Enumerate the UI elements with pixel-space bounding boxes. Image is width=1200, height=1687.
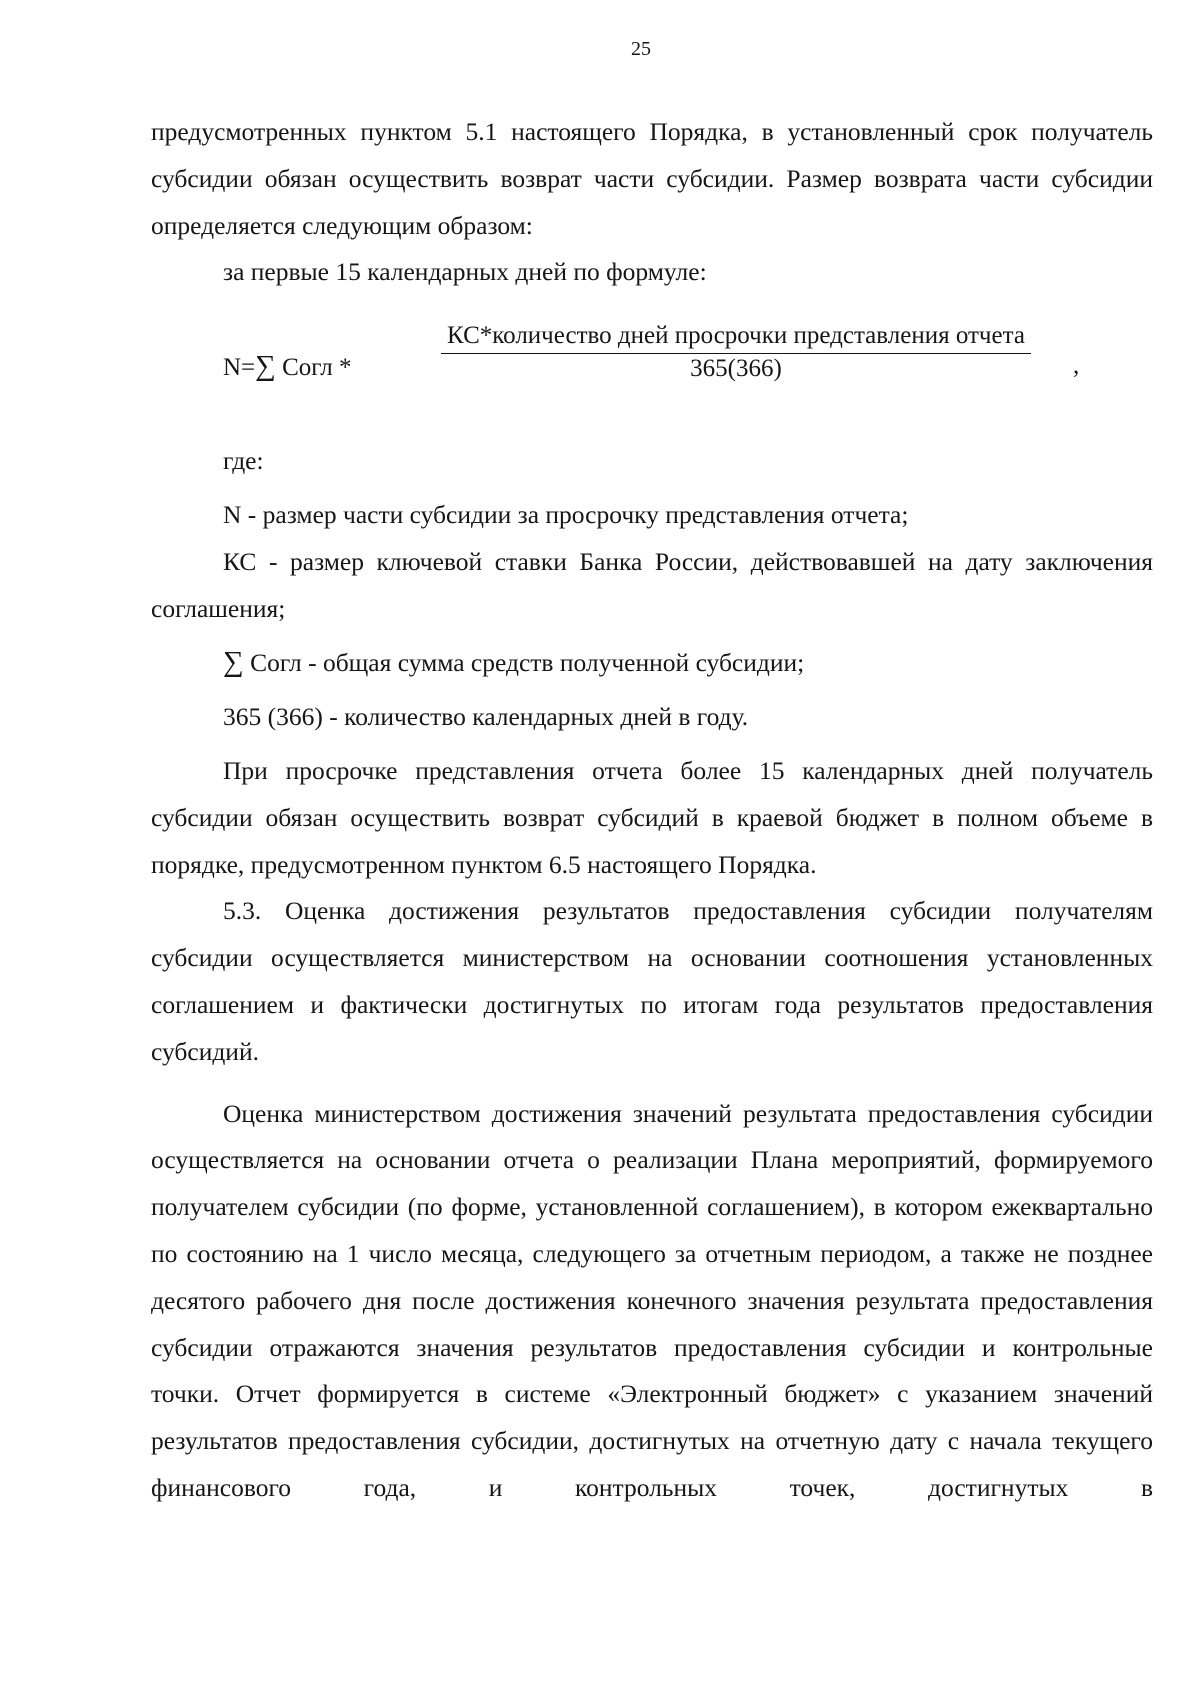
formula-denominator: 365(366) — [690, 355, 782, 383]
paragraph-overdue: При просрочке представления отчета более 15 календарных дней получатель субсидии обязан осуществить возврат субсидий в краевой бюджет в полном объеме в порядке, предусмотренном пунктом 6.5 настоящего Порядка. — [151, 755, 1153, 879]
formula-lhs-term: Согл * — [275, 354, 352, 382]
formula-numerator: КС*количество дней просрочки представления отчета — [441, 321, 1031, 354]
document-body — [151, 109, 1153, 1512]
def-sogl-text: Согл - общая сумма средств полученной субсидии; — [250, 648, 805, 678]
paragraph-5-3: 5.3. Оценка достижения результатов предоставления субсидии получателям субсидии осуществляется министерством на основании соотношения установленных соглашением и фактически достигнутых по итогам года результатов предоставления субсидий. — [151, 896, 1153, 1066]
paragraph-evaluation: Оценка министерством достижения значений результата предоставления субсидии осуществляется на основании отчета о реализации Плана мероприятий, формируемого получателем субсидии (по форме, установленной соглашением), в котором ежеквартально по состоянию на 1 число месяца, следующего за отчетным периодом, а также не позднее десятого рабочего дня после достижения конечного значения результата предоставления субсидии отражаются значения результатов предоставления субсидии и контрольные точки. Отчет формируется в системе «Электронный бюджет» с указанием значений результатов предоставления субсидии, достигнутых на отчетную дату с начала текущего финансового года, и контрольных точек, достигнутых в — [151, 1098, 1153, 1502]
formula-fraction — [391, 321, 1081, 384]
page-number: 25 — [631, 38, 651, 60]
paragraph-def-365: 365 (366) - количество календарных дней в году. — [223, 702, 749, 732]
return-formula — [151, 321, 1153, 430]
paragraph-where: где: — [223, 446, 264, 476]
formula-comma: , — [1073, 352, 1080, 380]
paragraph-def-ks: КС - размер ключевой ставки Банка России, действовавшей на дату заключения соглашения; — [151, 546, 1153, 623]
formula-lhs-prefix: N= — [223, 354, 256, 382]
paragraph-def-n: N - размер части субсидии за просрочку представления отчета; — [223, 499, 909, 529]
paragraph-def-sogl — [151, 639, 1153, 687]
sigma-symbol: ∑ — [223, 646, 244, 679]
paragraph-return-intro: предусмотренных пунктом 5.1 настоящего Порядка, в установленный срок получатель субсидии обязан осуществить возврат части субсидии. Размер возврата части субсидии определяется следующим образом: — [151, 117, 1153, 240]
paragraph-first-15-days: за первые 15 календарных дней по формуле: — [223, 257, 707, 287]
formula-lhs — [223, 343, 351, 392]
sigma-symbol: ∑ — [255, 350, 276, 383]
